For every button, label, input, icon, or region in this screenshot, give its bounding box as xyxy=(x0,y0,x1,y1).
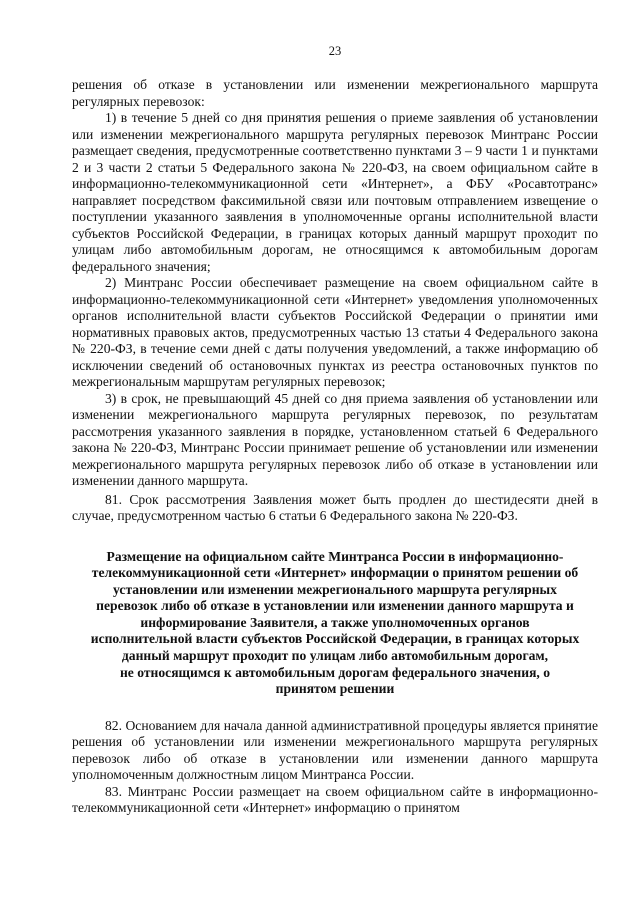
heading-line: информирование Заявителя, а также уполномоченных органов xyxy=(140,614,530,630)
heading-line: принятом решении xyxy=(275,681,395,697)
paragraph-83: 83. Минтранс России размещает на своем официальном сайте в информационно-телекоммуникационной сети «Интернет» информацию о принятом xyxy=(72,783,598,816)
paragraph-intro: решения об отказе в установлении или изменении межрегионального маршрута регулярных перевозок: xyxy=(72,77,598,109)
paragraph-item-2: 2) Минтранс России обеспечивает размещение на своем официальном сайте в информационно-телекоммуникационной сети «Интернет» уведомления уполномоченных органов исполнительной власти субъектов Российской Федерации о принятии ими нормативных правовых актов, предусмотренных частью 13 статьи 4 Федерального закона № 220-ФЗ, в течение семи дней с даты получения уведомлений, а также информацию об исключении сведений об остановочных пунктах из реестра остановочных пунктов по межрегиональным маршрутам регулярных перевозок; xyxy=(72,275,598,389)
paragraph-82: 82. Основанием для начала данной административной процедуры является принятие решения об установлении или изменении межрегионального маршрута регулярных перевозок либо об отказе в установлении или изменении данного маршрута уполномоченным должностным лицом Минтранса России. xyxy=(72,717,598,783)
paragraph-item-1: 1) в течение 5 дней со дня принятия решения о приеме заявления об установлении или изменении межрегионального маршрута регулярных перевозок Минтранс России размещает сведения, предусмотренные соответственно пунктами 3 – 9 части 1 и пунктами 2 и 3 части 2 статьи 5 Федерального закона № 220-ФЗ, на своем официальном сайте в информационно-телекоммуникационной сети «Интернет», а ФБУ «Росавтотранс» направляет посредством факсимильной связи или почтовым отправлением извещение о поступлении указанного заявления в уполномоченные органы исполнительной власти субъектов Российской Федерации, в границах которых данный маршрут проходит по улицам либо автомобильным дорогам, не относящимся к автомобильным дорогам федерального значения; xyxy=(72,110,598,274)
heading-line: перевозок либо об отказе в установлении или изменении данного маршрута и xyxy=(96,598,574,614)
paragraph-81: 81. Срок рассмотрения Заявления может быть продлен до шестидесяти дней в случае, предусмотренном частью 6 статьи 6 Федерального закона № 220-ФЗ. xyxy=(72,491,598,523)
heading-line: установлении или изменении межрегионального маршрута регулярных xyxy=(113,581,557,597)
heading-line: телекоммуникационной сети «Интернет» информации о принятом решении об xyxy=(91,565,579,581)
paragraph-item-3: 3) в срок, не превышающий 45 дней со дня приема заявления об установлении или изменении межрегионального маршрута регулярных перевозок, по результатам рассмотрения указанного заявления в порядке, установленном статьей 6 Федерального закона № 220-ФЗ, Минтранс России принимает решение об установлении или изменении межрегионального маршрута регулярных перевозок либо об отказе в установлении или изменении данного маршрута. xyxy=(72,390,598,488)
heading-line: не относящимся к автомобильным дорогам федерального значения, о xyxy=(119,664,551,680)
page-number: 23 xyxy=(328,44,342,58)
heading-line: исполнительной власти субъектов Российской Федерации, в границах которых xyxy=(90,631,580,647)
heading-line: данный маршрут проходит по улицам либо автомобильным дорогам, xyxy=(121,648,549,664)
heading-line: Размещение на официальном сайте Минтранса России в информационно- xyxy=(106,548,564,564)
section-heading xyxy=(78,549,592,698)
